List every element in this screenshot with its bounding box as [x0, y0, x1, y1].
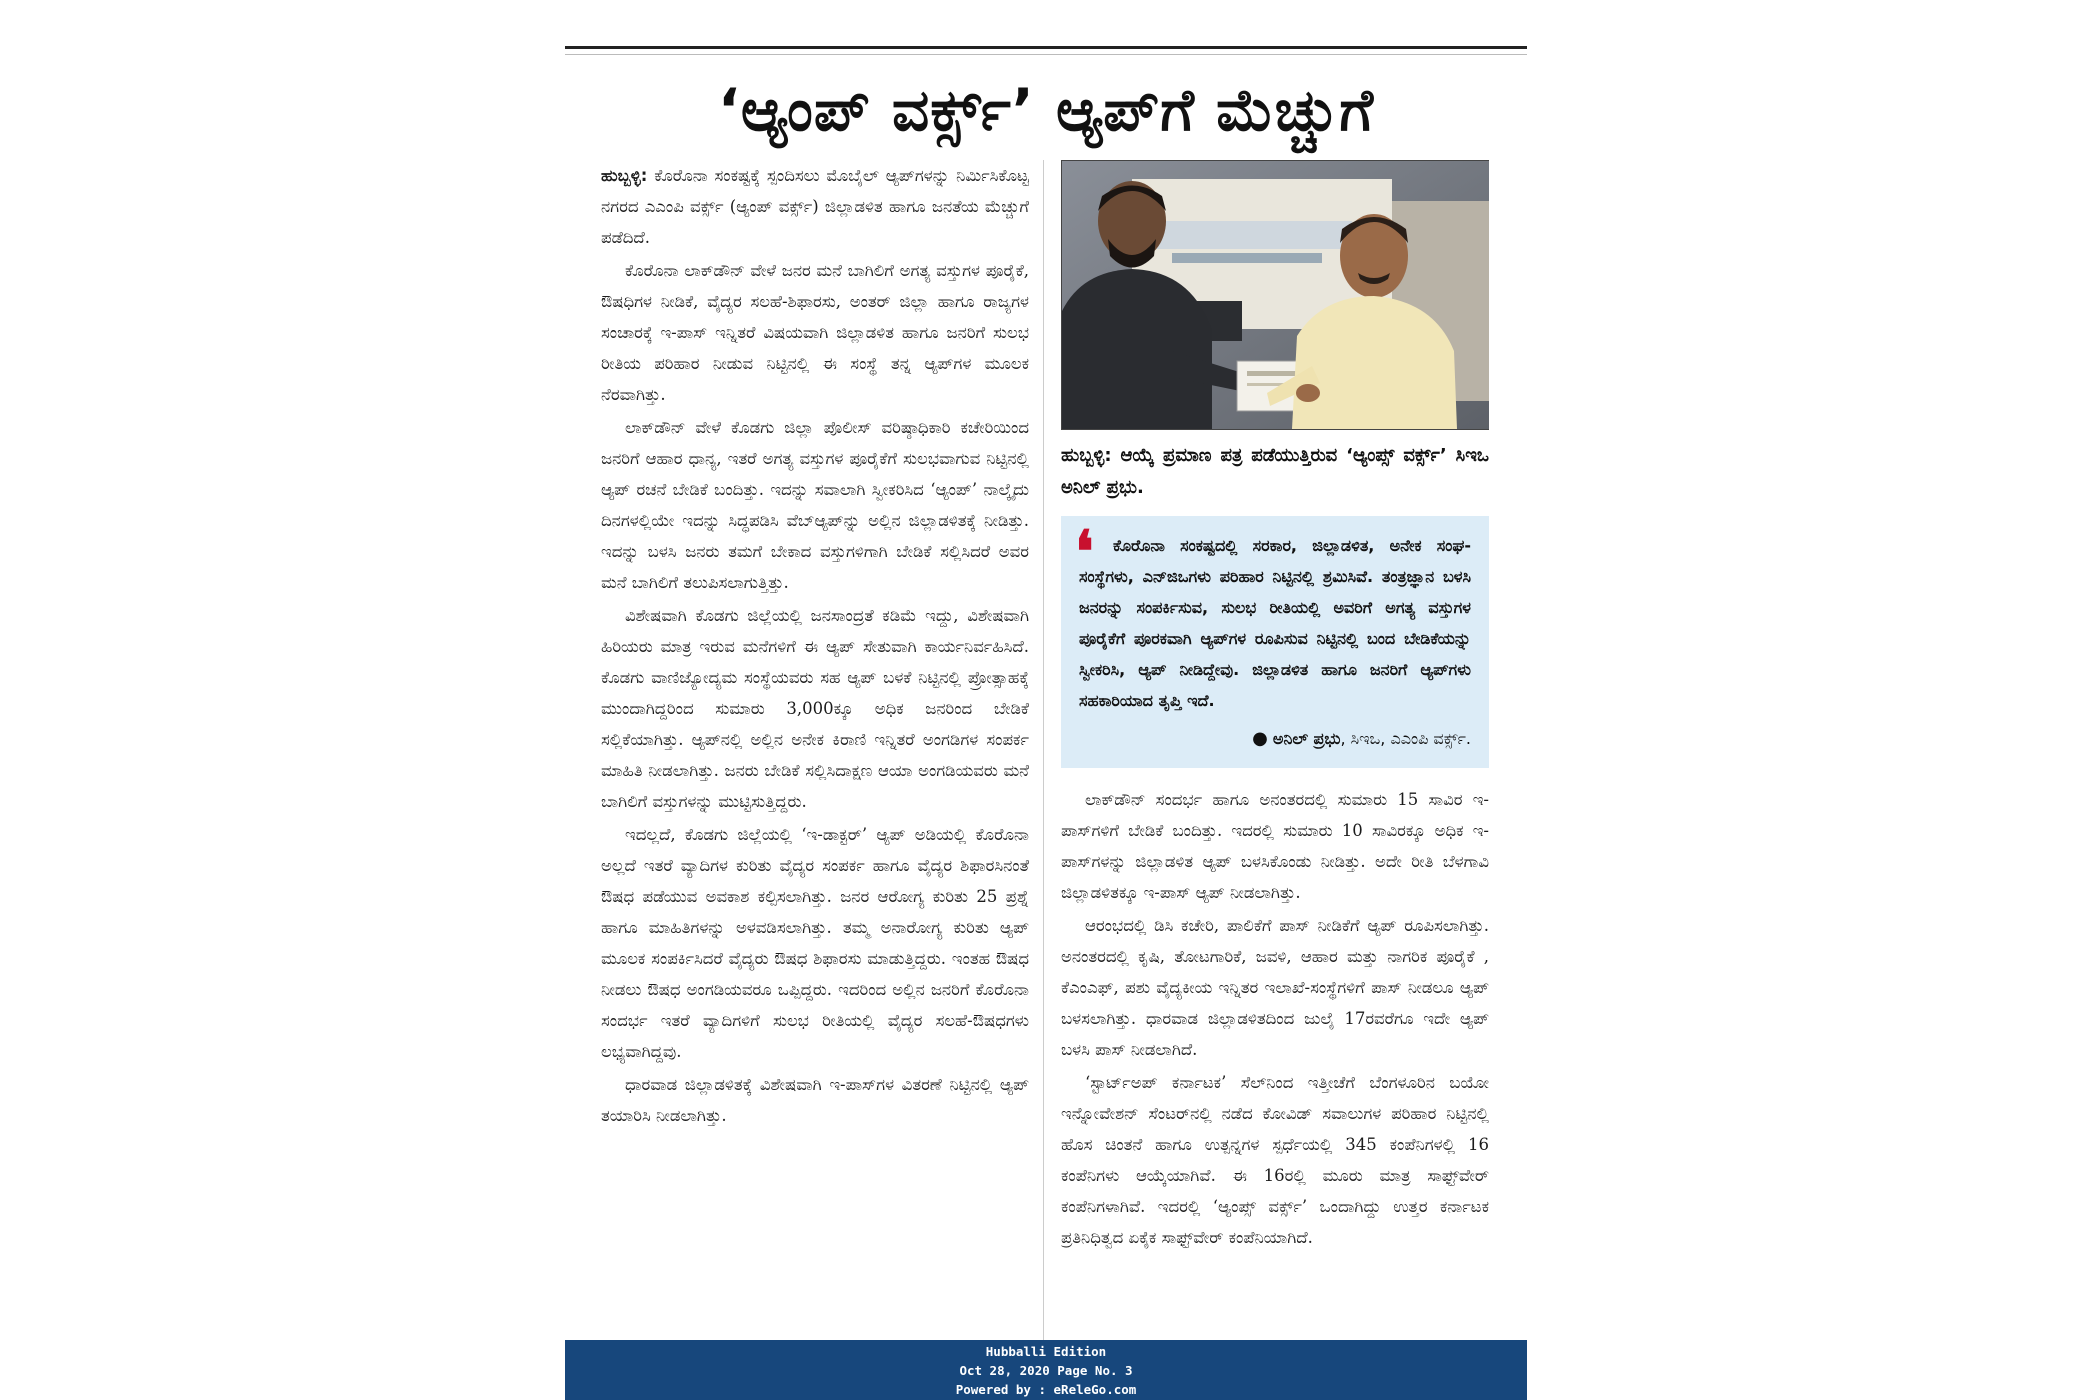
newspaper-page: [565, 46, 1527, 1400]
article-paragraph: ಲಾಕ್‌ಡೌನ್ ವೇಳೆ ಕೊಡಗು ಜಿಲ್ಲಾ ಪೊಲೀಸ್ ವರಿಷ್ಠಾಧಿಕಾರಿ ಕಚೇರಿಯಿಂದ ಜನರಿಗೆ ಆಹಾರ ಧಾನ್ಯ, ಇತರೆ ಅಗತ್ಯ ವಸ್ತುಗಳ ಪೂರೈಕೆಗೆ ಸುಲಭವಾಗುವ ನಿಟ್ಟಿನಲ್ಲಿ ಆ್ಯಪ್ ರಚನೆ ಬೇಡಿಕೆ ಬಂದಿತ್ತು. ಇದನ್ನು ಸವಾಲಾಗಿ ಸ್ವೀಕರಿಸಿದ ‘ಆ್ಯಂಪ್’ ನಾಲ್ಕೈದು ದಿನಗಳಲ್ಲಿಯೇ ಇದನ್ನು ಸಿದ್ಧಪಡಿಸಿ ವೆಬ್‌ಆ್ಯಪ್‌ನ್ನು ಅಲ್ಲಿನ ಜಿಲ್ಲಾಡಳಿತಕ್ಕೆ ನೀಡಿತ್ತು. ಇದನ್ನು ಬಳಸಿ ಜನರು ತಮಗೆ ಬೇಕಾದ ವಸ್ತುಗಳಿಗಾಗಿ ಬೇಡಿಕೆ ಸಲ್ಲಿಸಿದರೆ ಅವರ ಮನೆ ಬಾಗಿಲಿಗೆ ತಲುಪಿಸಲಾಗುತ್ತಿತ್ತು.: [601, 418, 1029, 592]
footer-edition: Hubballi Edition: [985, 1344, 1107, 1359]
award-photo: [1061, 160, 1489, 430]
article-left-column: [601, 160, 1029, 1340]
article-paragraph: ಧಾರವಾಡ ಜಿಲ್ಲಾಡಳಿತಕ್ಕೆ ವಿಶೇಷವಾಗಿ ಇ-ಪಾಸ್‌ಗಳ ವಿತರಣೆ ನಿಟ್ಟಿನಲ್ಲಿ ಆ್ಯಪ್ ತಯಾರಿಸಿ ನೀಡಲಾಗಿತ್ತು.: [601, 1075, 1029, 1125]
article-paragraph: ಕೊರೊನಾ ಲಾಕ್‌ಡೌನ್ ವೇಳೆ ಜನರ ಮನೆ ಬಾಗಿಲಿಗೆ ಅಗತ್ಯ ವಸ್ತುಗಳ ಪೂರೈಕೆ, ಔಷಧಿಗಳ ನೀಡಿಕೆ, ವೈದ್ಯರ ಸಲಹೆ-ಶಿಫಾರಸು, ಅಂತರ್ ಜಿಲ್ಲಾ ಹಾಗೂ ರಾಜ್ಯಗಳ ಸಂಚಾರಕ್ಕೆ ಇ-ಪಾಸ್ ಇನ್ನಿತರೆ ವಿಷಯವಾಗಿ ಜಿಲ್ಲಾಡಳಿತ ಹಾಗೂ ಜನರಿಗೆ ಸುಲಭ ರೀತಿಯ ಪರಿಹಾರ ನೀಡುವ ನಿಟ್ಟಿನಲ್ಲಿ ಈ ಸಂಸ್ಥೆ ತನ್ನ ಆ್ಯಪ್‌ಗಳ ಮೂಲಕ ನೆರವಾಗಿತ್ತು.: [601, 261, 1029, 404]
quote-role: , ಸಿಇಒ, ಎಎಂಪಿ ವರ್ಕ್ಸ್.: [1340, 729, 1471, 748]
edition-footer: [565, 1340, 1527, 1400]
quote-mark-icon: ❛: [1075, 518, 1094, 586]
footer-date-page: Oct 28, 2020 Page No. 3: [959, 1363, 1133, 1378]
article-paragraph: ಆರಂಭದಲ್ಲಿ ಡಿಸಿ ಕಚೇರಿ, ಪಾಲಿಕೆಗೆ ಪಾಸ್ ನೀಡಿಕೆಗೆ ಆ್ಯಪ್ ರೂಪಿಸಲಾಗಿತ್ತು. ಅನಂತರದಲ್ಲಿ ಕೃಷಿ, ತೋಟಗಾರಿಕೆ, ಜವಳಿ, ಆಹಾರ ಮತ್ತು ನಾಗರಿಕ ಪೂರೈಕೆ , ಕೆಎಂಎಫ್, ಪಶು ವೈದ್ಯಕೀಯ ಇನ್ನಿತರ ಇಲಾಖೆ-ಸಂಸ್ಥೆಗಳಿಗೆ ಪಾಸ್ ನೀಡಲೂ ಆ್ಯಪ್ ಬಳಸಲಾಗಿತ್ತು. ಧಾರವಾಡ ಜಿಲ್ಲಾಡಳಿತದಿಂದ ಜುಲೈ 17ರವರೆಗೂ ಇದೇ ಆ್ಯಪ್ ಬಳಸಿ ಪಾಸ್ ನೀಡಲಾಗಿದೆ.: [1061, 916, 1489, 1059]
photo-award-ceremony-icon: [1062, 161, 1489, 429]
pull-quote-box: [1061, 516, 1489, 768]
article-paragraph: ಲಾಕ್‌ಡೌನ್ ಸಂದರ್ಭ ಹಾಗೂ ಅನಂತರದಲ್ಲಿ ಸುಮಾರು 15 ಸಾವಿರ ಇ-ಪಾಸ್‌ಗಳಿಗೆ ಬೇಡಿಕೆ ಬಂದಿತ್ತು. ಇದರಲ್ಲಿ ಸುಮಾರು 10 ಸಾವಿರಕ್ಕೂ ಅಧಿಕ ಇ-ಪಾಸ್‌ಗಳನ್ನು ಜಿಲ್ಲಾಡಳಿತ ಆ್ಯಪ್ ಬಳಸಿಕೊಂಡು ನೀಡಿತ್ತು. ಅದೇ ರೀತಿ ಬೆಳಗಾವಿ ಜಿಲ್ಲಾಡಳಿತಕ್ಕೂ ಇ-ಪಾಸ್ ಆ್ಯಪ್ ನೀಡಲಾಗಿತ್ತು.: [1061, 790, 1489, 902]
article-paragraph: ಹುಬ್ಬಳ್ಳಿ: ಕೊರೊನಾ ಸಂಕಷ್ಟಕ್ಕೆ ಸ್ಪಂದಿಸಲು ಮೊಬೈಲ್ ಆ್ಯಪ್‌ಗಳನ್ನು ನಿರ್ಮಿಸಿಕೊಟ್ಟ ನಗರದ ಎಎಂಪಿ ವರ್ಕ್ಸ್ (ಆ್ಯಂಪ್ ವರ್ಕ್ಸ್) ಜಿಲ್ಲಾಡಳಿತ ಹಾಗೂ ಜನತೆಯ ಮೆಚ್ಚುಗೆ ಪಡೆದಿದೆ.: [601, 166, 1029, 247]
article-paragraph: ‘ಸ್ಟಾರ್ಟ್‌ಅಪ್ ಕರ್ನಾಟಕ’ ಸೆಲ್‌ನಿಂದ ಇತ್ತೀಚೆಗೆ ಬೆಂಗಳೂರಿನ ಬಯೋ ಇನ್ನೋವೇಶನ್ ಸೆಂಟರ್‌ನಲ್ಲಿ ನಡೆದ ಕೋವಿಡ್ ಸವಾಲುಗಳ ಪರಿಹಾರ ನಿಟ್ಟಿನಲ್ಲಿ ಹೊಸ ಚಿಂತನೆ ಹಾಗೂ ಉತ್ಪನ್ನಗಳ ಸ್ಪರ್ಧೆಯಲ್ಲಿ 345 ಕಂಪೆನಿಗಳಲ್ಲಿ 16 ಕಂಪೆನಿಗಳು ಆಯ್ಕೆಯಾಗಿವೆ. ಈ 16ರಲ್ಲಿ ಮೂರು ಮಾತ್ರ ಸಾಫ್ಟ್‌ವೇರ್ ಕಂಪೆನಿಗಳಾಗಿವೆ. ಇದರಲ್ಲಿ ‘ಆ್ಯಂಪ್ಸ್ ವರ್ಕ್ಸ್’ ಒಂದಾಗಿದ್ದು ಉತ್ತರ ಕರ್ನಾಟಕ ಪ್ರತಿನಿಧಿತ್ವದ ಏಕೈಕ ಸಾಫ್ಟ್‌ವೇರ್ ಕಂಪೆನಿಯಾಗಿದೆ.: [1061, 1073, 1489, 1247]
top-rule-thin: [565, 54, 1527, 55]
photo-caption: ಹುಬ್ಬಳ್ಳಿ: ಆಯ್ಕೆ ಪ್ರಮಾಣ ಪತ್ರ ಪಡೆಯುತ್ತಿರುವ ‘ಆ್ಯಂಪ್ಸ್ ವರ್ಕ್ಸ್’ ಸಿಇಒ ಅನಿಲ್ ಪ್ರಭು.: [1061, 445, 1489, 498]
pull-quote-text: ಕೊರೊನಾ ಸಂಕಷ್ಟದಲ್ಲಿ ಸರಕಾರ, ಜಿಲ್ಲಾಡಳಿತ, ಅನೇಕ ಸಂಘ-ಸಂಸ್ಥೆಗಳು, ಎನ್‌ಜಿಒಗಳು ಪರಿಹಾರ ನಿಟ್ಟಿನಲ್ಲಿ ಶ್ರಮಿಸಿವೆ. ತಂತ್ರಜ್ಞಾನ ಬಳಸಿ ಜನರನ್ನು ಸಂಪರ್ಕಿಸುವ, ಸುಲಭ ರೀತಿಯಲ್ಲಿ ಅವರಿಗೆ ಅಗತ್ಯ ವಸ್ತುಗಳ ಪೂರೈಕೆಗೆ ಪೂರಕವಾಗಿ ಆ್ಯಪ್‌ಗಳ ರೂಪಿಸುವ ನಿಟ್ಟಿನಲ್ಲಿ ಬಂದ ಬೇಡಿಕೆಯನ್ನು ಸ್ವೀಕರಿಸಿ, ಆ್ಯಪ್ ನೀಡಿದ್ದೇವು. ಜಿಲ್ಲಾಡಳಿತ ಹಾಗೂ ಜನರಿಗೆ ಆ್ಯಪ್‌ಗಳು ಸಹಕಾರಿಯಾದ ತೃಪ್ತಿ ಇದೆ.: [1079, 536, 1471, 710]
column-divider: [1043, 160, 1044, 1340]
article-right-column: [1061, 160, 1489, 1340]
headline: ‘ಆ್ಯಂಪ್ ವರ್ಕ್ಸ್’ ಆ್ಯಪ್‌ಗೆ ಮೆಚ್ಚುಗೆ: [717, 76, 1375, 144]
bullet-icon: ●: [1252, 728, 1268, 749]
top-rule: [565, 46, 1527, 49]
footer-powered-by[interactable]: Powered by : eReleGo.com: [955, 1382, 1137, 1397]
dateline: ಹುಬ್ಬಳ್ಳಿ:: [601, 166, 648, 185]
article-paragraph: ಇದಲ್ಲದೆ, ಕೊಡಗು ಜಿಲ್ಲೆಯಲ್ಲಿ ‘ಇ-ಡಾಕ್ಟರ್’ ಆ್ಯಪ್ ಅಡಿಯಲ್ಲಿ ಕೊರೊನಾ ಅಲ್ಲದೆ ಇತರೆ ವ್ಯಾದಿಗಳ ಕುರಿತು ವೈದ್ಯರ ಸಂಪರ್ಕ ಹಾಗೂ ವೈದ್ಯರ ಶಿಫಾರಸಿನಂತೆ ಔಷಧ ಪಡೆಯುವ ಅವಕಾಶ ಕಲ್ಪಿಸಲಾಗಿತ್ತು. ಜನರ ಆರೋಗ್ಯ ಕುರಿತು 25 ಪ್ರಶ್ನೆ ಹಾಗೂ ಮಾಹಿತಿಗಳನ್ನು ಅಳವಡಿಸಲಾಗಿತ್ತು. ತಮ್ಮ ಅನಾರೋಗ್ಯ ಕುರಿತು ಆ್ಯಪ್ ಮೂಲಕ ಸಂಪರ್ಕಿಸಿದರೆ ವೈದ್ಯರು ಔಷಧ ಶಿಫಾರಸು ಮಾಡುತ್ತಿದ್ದರು. ಇಂತಹ ಔಷಧ ನೀಡಲು ಔಷಧ ಅಂಗಡಿಯವರೂ ಒಪ್ಪಿದ್ದರು. ಇದರಿಂದ ಅಲ್ಲಿನ ಜನರಿಗೆ ಕೊರೊನಾ ಸಂದರ್ಭ ಇತರೆ ವ್ಯಾದಿಗಳಿಗೆ ಸುಲಭ ರೀತಿಯಲ್ಲಿ ವೈದ್ಯರ ಸಲಹೆ-ಔಷಧಗಳು ಲಭ್ಯವಾಗಿದ್ದವು.: [601, 825, 1029, 1061]
pull-quote-attribution: [1079, 724, 1471, 754]
article-paragraph: ವಿಶೇಷವಾಗಿ ಕೊಡಗು ಜಿಲ್ಲೆಯಲ್ಲಿ ಜನಸಾಂದ್ರತೆ ಕಡಿಮೆ ಇದ್ದು, ವಿಶೇಷವಾಗಿ ಹಿರಿಯರು ಮಾತ್ರ ಇರುವ ಮನೆಗಳಿಗೆ ಈ ಆ್ಯಪ್ ಸೇತುವಾಗಿ ಕಾರ್ಯನಿರ್ವಹಿಸಿದೆ. ಕೊಡಗು ವಾಣಿಜ್ಯೋದ್ಯಮ ಸಂಸ್ಥೆಯವರು ಸಹ ಆ್ಯಪ್ ಬಳಕೆ ನಿಟ್ಟಿನಲ್ಲಿ ಪ್ರೋತ್ಸಾಹಕ್ಕೆ ಮುಂದಾಗಿದ್ದರಿಂದ ಸುಮಾರು 3,000ಕ್ಕೂ ಅಧಿಕ ಜನರಿಂದ ಬೇಡಿಕೆ ಸಲ್ಲಿಕೆಯಾಗಿತ್ತು. ಆ್ಯಪ್‌ನಲ್ಲಿ ಅಲ್ಲಿನ ಅನೇಕ ಕಿರಾಣಿ ಇನ್ನಿತರೆ ಅಂಗಡಿಗಳ ಸಂಪರ್ಕ ಮಾಹಿತಿ ನೀಡಲಾಗಿತ್ತು. ಜನರು ಬೇಡಿಕೆ ಸಲ್ಲಿಸಿದಾಕ್ಷಣ ಆಯಾ ಅಂಗಡಿಯವರು ಮನೆ ಬಾಗಿಲಿಗೆ ವಸ್ತುಗಳನ್ನು ಮುಟ್ಟಿಸುತ್ತಿದ್ದರು.: [601, 606, 1029, 811]
quote-author: ಅನಿಲ್ ಪ್ರಭು: [1272, 729, 1341, 748]
